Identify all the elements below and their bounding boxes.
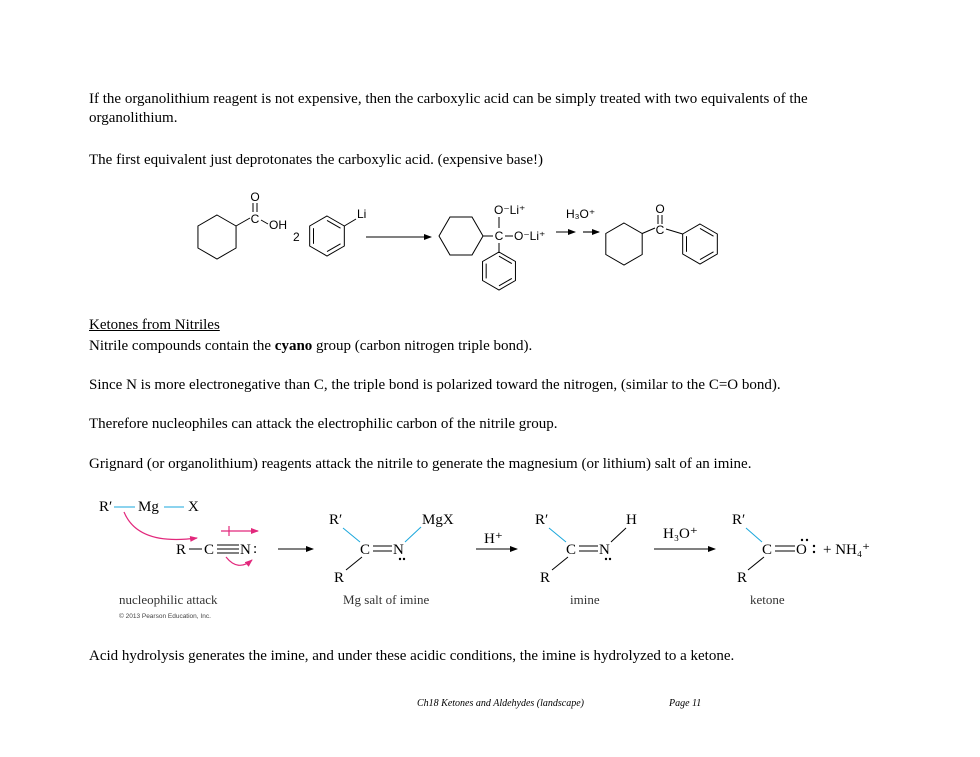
phenyllithium-bond — [344, 219, 356, 226]
benzene-ring-intermediate — [483, 252, 516, 290]
imine-h-bond — [611, 528, 626, 542]
nitrile-paragraph-1-pre: Nitrile compounds contain the — [89, 338, 275, 354]
caption-mg-salt: Mg salt of imine — [343, 592, 430, 607]
product-phenyl-bond — [666, 229, 683, 234]
acid-hydroxyl-label: OH — [269, 218, 287, 232]
caption-nucleophilic-attack: nucleophilic attack — [119, 592, 218, 607]
cyano-term: cyano — [274, 338, 313, 354]
cyclohexane-ring-acid — [198, 215, 236, 259]
intro-paragraph-2: The first equivalent just deprotonates the carboxylic acid. (expensive base!) — [89, 152, 543, 168]
footer-page-number: Page 11 — [669, 698, 702, 709]
scheme1-rings — [198, 215, 717, 290]
salt-lone-pair-dot-a — [399, 558, 401, 560]
ketone-oxygen: O — [796, 542, 807, 558]
organolithium-scheme — [198, 190, 717, 290]
salt-r-group: R — [334, 570, 345, 586]
nitrile-lone-pair: : — [253, 541, 258, 557]
caption-imine: imine — [570, 592, 600, 607]
salt-r-bond — [346, 557, 362, 570]
benzene-ring-phenyllithium-double-bond — [327, 220, 341, 228]
reagent-magnesium: Mg — [138, 499, 159, 515]
cyclohexane-ring-product — [606, 223, 642, 265]
intermediate-alkoxide-right: O⁻Li⁺ — [514, 229, 546, 243]
acid-oxygen-label: O — [250, 190, 260, 204]
salt-r-prime: R′ — [329, 512, 343, 528]
imine-r-bond — [552, 557, 568, 570]
hydronium-reagent-2: H₃O⁺ — [663, 526, 698, 542]
imine-lone-pair-dot-a — [605, 558, 607, 560]
page-footer — [0, 698, 980, 712]
benzene-ring-product-double-bond — [700, 252, 714, 260]
imine-r-group: R — [540, 570, 551, 586]
bond-electron-arrow — [226, 557, 252, 565]
reagent-halide: X — [188, 499, 199, 515]
product-oxygen-label: O — [655, 202, 665, 216]
acid-oh-bond — [261, 220, 268, 224]
nitrile-paragraph-3: Therefore nucleophiles can attack the electrophilic carbon of the nitrile group. — [89, 416, 558, 432]
intermediate-carbon-label: C — [494, 229, 504, 243]
benzene-ring-product — [683, 224, 718, 264]
ketone-r-prime: R′ — [732, 512, 746, 528]
salt-lone-pair-dot-b — [403, 558, 405, 560]
equivalents-coefficient: 2 — [293, 230, 300, 244]
imine-carbon: C — [566, 542, 577, 558]
copyright-notice: © 2013 Pearson Education, Inc. — [119, 613, 211, 620]
nitrile-paragraph-4: Grignard (or organolithium) reagents attack the nitrile to generate the magnesium (or lithium) salt of an imine. — [89, 456, 752, 472]
footer-chapter-title: Ch18 Ketones and Aldehydes (landscape) — [417, 698, 585, 709]
imine-nitrogen: N — [599, 542, 610, 558]
ketone-carbon: C — [762, 542, 773, 558]
intro-paragraph-1: If the organolithium reagent is not expensive, then the carboxylic acid can be simply treated with two equivalents of the organolithium. — [89, 91, 808, 126]
benzene-ring-phenyllithium — [310, 216, 345, 256]
caption-ketone: ketone — [750, 592, 785, 607]
imine-lone-pair-dot-b — [609, 558, 611, 560]
nitrile-paragraph-2: Since N is more electronegative than C, the triple bond is polarized toward the nitrogen, (similar to the C=O bond). — [89, 377, 781, 393]
ketone-r-group: R — [737, 570, 748, 586]
reagent-r-group: R′ — [99, 499, 113, 515]
acid-ring-bond — [236, 218, 250, 226]
lithium-label: Li — [357, 207, 367, 221]
benzene-ring-intermediate-double-bond — [499, 278, 512, 285]
nitrile-r-group: R — [176, 542, 187, 558]
salt-nitrogen: N — [393, 542, 404, 558]
nitrile-paragraph-1-post: group (carbon nitrogen triple bond). — [312, 338, 533, 354]
ammonium-byproduct: + NH₄⁺ — [823, 542, 871, 558]
ketone-r-prime-bond — [746, 528, 762, 542]
benzene-ring-intermediate-double-bond — [499, 256, 512, 263]
benzene-ring-phenyllithium-double-bond — [327, 244, 341, 252]
ketone-lone-pair-right-b — [813, 551, 815, 553]
cyclohexane-ring-intermediate — [439, 217, 483, 255]
product-ring-bond — [642, 228, 655, 234]
salt-mgx: MgX — [422, 512, 454, 528]
hydronium-reagent: H₃O⁺ — [566, 207, 596, 221]
section-heading: Ketones from Nitriles — [89, 317, 220, 333]
acid-carbon-label: C — [250, 212, 260, 226]
conclusion-paragraph: Acid hydrolysis generates the imine, and under these acidic conditions, the imine is hydrolyzed to a ketone. — [89, 648, 735, 664]
nitrile-paragraph-1 — [89, 337, 532, 356]
ketone-lone-pair-top-a — [801, 539, 803, 541]
nitrile-carbon: C — [204, 542, 215, 558]
ketone-r-bond — [748, 557, 764, 570]
salt-mgx-bond — [405, 527, 421, 542]
imine-r-prime: R′ — [535, 512, 549, 528]
nitrile-scheme — [99, 499, 870, 620]
ketone-lone-pair-right-a — [813, 545, 815, 547]
nitrile-nitrogen: N — [240, 542, 251, 558]
imine-hydrogen: H — [626, 512, 637, 528]
intermediate-alkoxide-top: O⁻Li⁺ — [494, 203, 526, 217]
imine-r-prime-bond — [549, 528, 566, 542]
ketone-lone-pair-top-b — [806, 539, 808, 541]
salt-r-prime-bond — [343, 528, 360, 542]
product-carbon-label: C — [655, 223, 665, 237]
benzene-ring-product-double-bond — [700, 228, 714, 236]
salt-carbon: C — [360, 542, 371, 558]
nucleophilic-attack-arrow — [124, 512, 197, 540]
proton-reagent: H⁺ — [484, 531, 503, 547]
